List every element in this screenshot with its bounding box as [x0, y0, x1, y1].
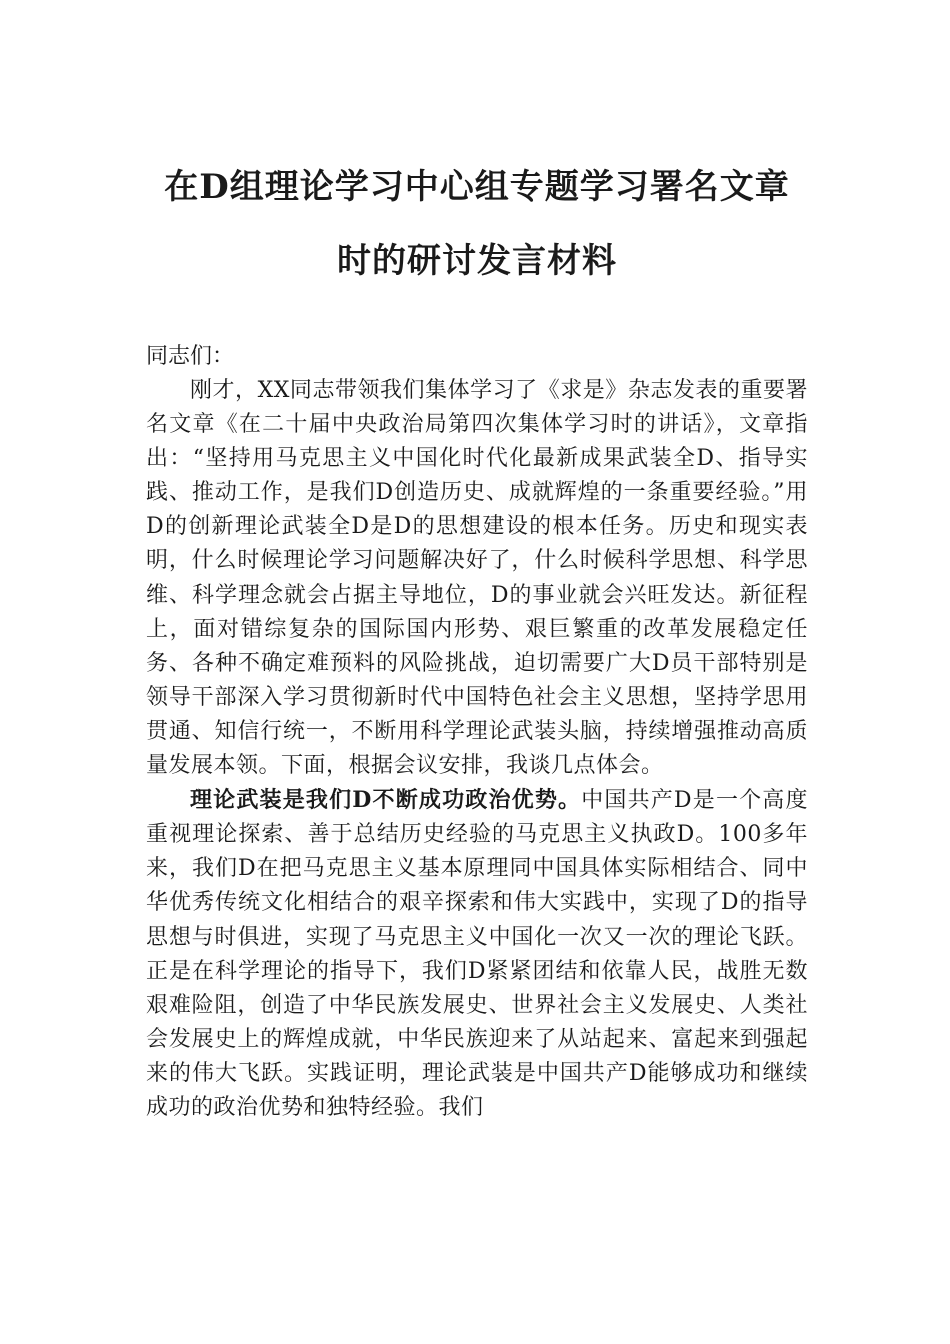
- paragraph-2-body: 中国共产D是一个高度重视理论探索、善于总结历史经验的马克思主义执政D。100多年来，我们D在把马克思主义基本原理同中国具体实际相结合、同中华优秀传统文化相结合的艰辛探索和伟大实践中，实现了D的指导思想与时俱进，实现了马克思主义中国化一次又一次的理论飞跃。正是在科学理论的指导下，我们D紧紧团结和依靠人民，战胜无数艰难险阻，创造了中华民族发展史、世界社会主义发展史、人类社会发展史上的辉煌成就，中华民族迎来了从站起来、富起来到强起来的伟大飞跃。实践证明，理论武装是中国共产D能够成功和继续成功的政治优势和独特经验。我们: [146, 788, 808, 1120]
- salutation: 同志们：: [146, 344, 235, 369]
- document-page: [146, 150, 808, 1125]
- paragraph-2: [146, 783, 808, 1125]
- paragraph-2-lead: 理论武装是我们D不断成功政治优势。: [190, 787, 582, 814]
- title-line-1: 在D组理论学习中心组专题学习署名文章: [164, 167, 790, 207]
- title-line-2: 时的研讨发言材料: [337, 241, 617, 281]
- paragraph-1: 刚才，XX同志带领我们集体学习了《求是》杂志发表的重要署名文章《在二十届中央政治局第四次集体学习时的讲话》，文章指出：“坚持用马克思主义中国化时代化最新成果武装全D、指导实践、推动工作，是我们D创造历史、成就辉煌的一条重要经验。”用D的创新理论武装全D是D的思想建设的根本任务。历史和现实表明，什么时候理论学习问题解决好了，什么时候科学思想、科学思维、科学理念就会占据主导地位，D的事业就会兴旺发达。新征程上，面对错综复杂的国际国内形势、艰巨繁重的改革发展稳定任务、各种不确定难预料的风险挑战，迫切需要广大D员干部特别是领导干部深入学习贯彻新时代中国特色社会主义思想，坚持学思用贯通、知信行统一，不断用科学理论武装头脑，持续增强推动高质量发展本领。下面，根据会议安排，我谈几点体会。: [146, 378, 808, 779]
- document-title: [136, 150, 818, 298]
